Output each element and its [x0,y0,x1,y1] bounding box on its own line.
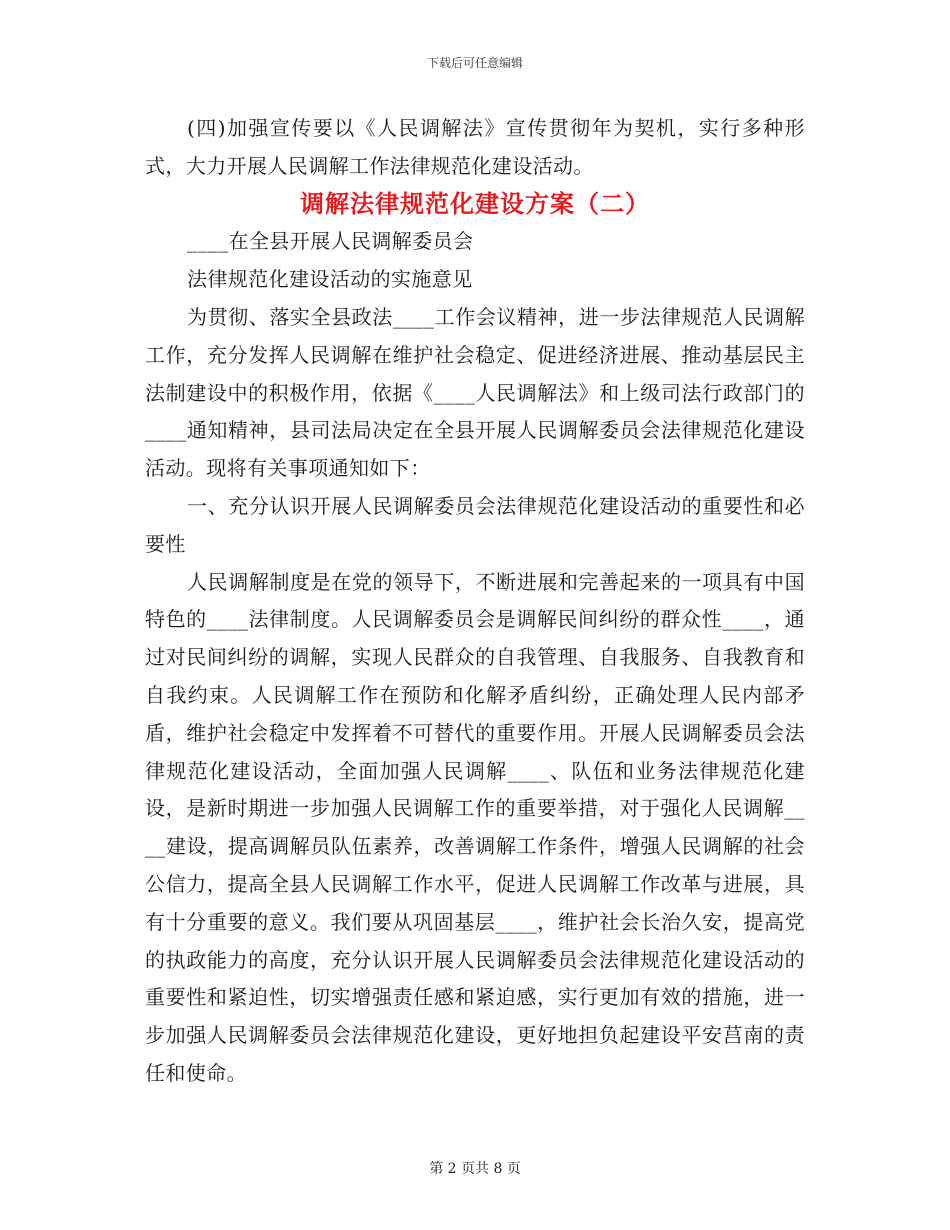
paragraph-subtitle-line-2: 法律规范化建设活动的实施意见 [187,267,473,292]
page-header: 下载后可任意编辑 [426,56,523,70]
paragraph-subtitle-line-1: ____在全县开展人民调解委员会 [187,229,474,254]
document-title: 调解法律规范化建设方案（二） [300,189,650,218]
paragraph-promotion: (四)加强宣传要以《人民调解法》宣传贯彻年为契机，实行多种形式，大力开展人民调解工作法律规范化建设活动。 [145,116,805,178]
document-body [145,110,805,1093]
section-heading-one: 一、充分认识开展人民调解委员会法律规范化建设活动的重要性和必要性 [145,493,805,556]
paragraph-introduction: 为贯彻、落实全县政法____工作会议精神，进一步法律规范人民调解工作，充分发挥人民调解在维护社会稳定、促进经济进展、推动基层民主法制建设中的积极作用，依据《____人民调解法》和上级司法行政部门的____通知精神，县司法局决定在全县开展人民调解委员会法律规范化建设活动。现将有关事项通知如下： [145,304,805,481]
paragraph-section-one-body: 人民调解制度是在党的领导下，不断进展和完善起来的一项具有中国特色的____法律制度。人民调解委员会是调解民间纠纷的群众性____，通过对民间纠纷的调解，实现人民群众的自我管理、自我服务、自我教育和自我约束。人民调解工作在预防和化解矛盾纠纷，正确处理人民内部矛盾，维护社会稳定中发挥着不可替代的重要作用。开展人民调解委员会法律规范化建设活动，全面加强人民调解____、队伍和业务法律规范化建设，是新时期进一步加强人民调解工作的重要举措，对于强化人民调解____建设，提高调解员队伍素养，改善调解工作条件，增强人民调解的社会公信力，提高全县人民调解工作水平，促进人民调解工作改革与进展，具有十分重要的意义。我们要从巩固基层____，维护社会长治久安，提高党的执政能力的高度，充分认识开展人民调解委员会法律规范化建设活动的重要性和紧迫性，切实增强责任感和紧迫感，实行更加有效的措施，进一步加强人民调解委员会法律规范化建设，更好地担负起建设平安莒南的责任和使命。 [145,569,805,1085]
page-footer: 第 2 页共 8 页 [429,1161,521,1177]
